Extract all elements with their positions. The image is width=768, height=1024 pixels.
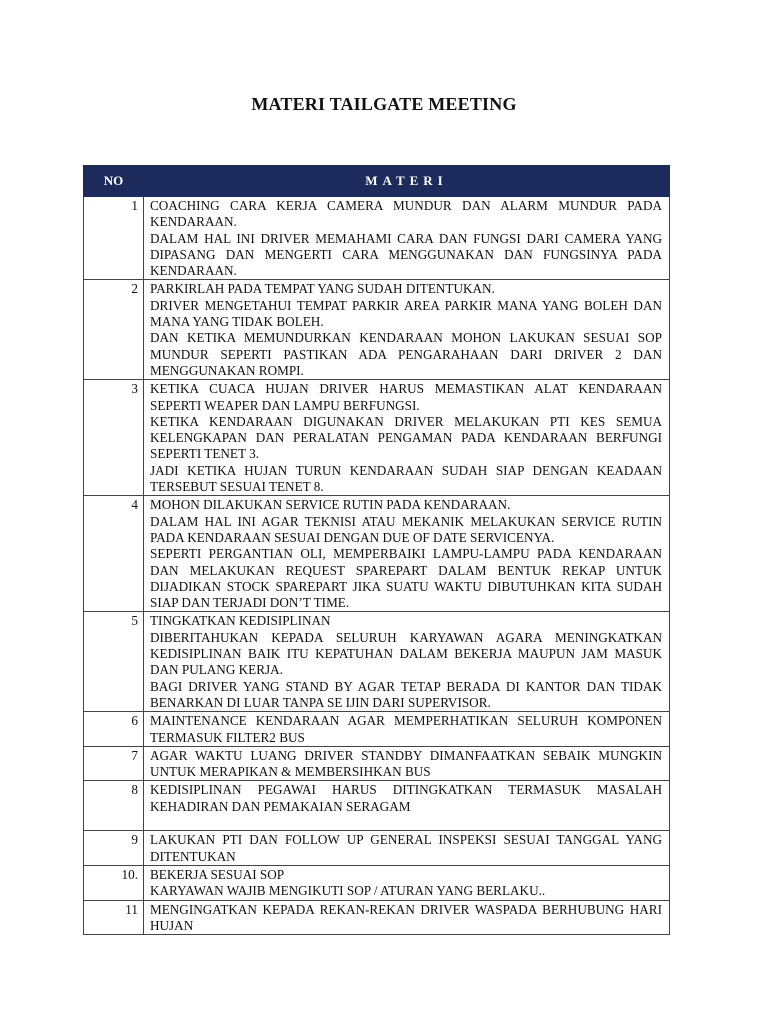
table-row	[84, 380, 670, 496]
row-number: 10.	[84, 865, 144, 900]
table-row	[84, 612, 670, 712]
row-materi	[144, 712, 670, 747]
row-materi	[144, 197, 670, 280]
materi-line: DRIVER MENGETAHUI TEMPAT PARKIR AREA PARKIR MANA YANG BOLEH DAN MANA YANG TIDAK BOLEH.	[150, 297, 662, 330]
materi-line: KARYAWAN WAJIB MENGIKUTI SOP / ATURAN YANG BERLAKU..	[150, 883, 546, 899]
materi-line: MAINTENANCE KENDARAAN AGAR MEMPERHATIKAN SELURUH KOMPONEN TERMASUK FILTER2 BUS	[150, 713, 662, 745]
row-number: 4	[84, 496, 144, 612]
row-number: 3	[84, 380, 144, 496]
materi-line: LAKUKAN PTI DAN FOLLOW UP GENERAL INSPEKSI SESUAI TANGGAL YANG DITENTUKAN	[150, 832, 662, 864]
row-number: 11	[84, 900, 144, 935]
row-number: 9	[84, 831, 144, 866]
materi-line: BEKERJA SESUAI SOP	[150, 866, 285, 882]
table-row	[84, 280, 670, 380]
table-row	[84, 746, 670, 781]
row-number: 6	[84, 712, 144, 747]
row-materi	[144, 612, 670, 712]
materi-line: DALAM HAL INI DRIVER MEMAHAMI CARA DAN FUNGSI DARI CAMERA YANG DIPASANG DAN MENGERTI CARA MENGGUNAKAN DAN FUNGSINYA PADA KENDARAAN.	[150, 230, 662, 279]
materi-line: KETIKA KENDARAAN DIGUNAKAN DRIVER MELAKUKAN PTI KES SEMUA KELENGKAPAN DAN PERALATAN PENGAMAN PADA KENDARAAN BERFUNGI SEPERTI TENET 3.	[150, 413, 662, 462]
header-materi: MATERI	[144, 166, 670, 197]
row-materi	[144, 781, 670, 831]
materi-table	[83, 165, 670, 935]
materi-line: KETIKA CUACA HUJAN DRIVER HARUS MEMASTIKAN ALAT KENDARAAN SEPERTI WEAPER DAN LAMPU BERFUNGSI.	[150, 381, 662, 413]
row-materi	[144, 380, 670, 496]
materi-line: PARKIRLAH PADA TEMPAT YANG SUDAH DITENTUKAN.	[150, 281, 495, 297]
row-materi	[144, 496, 670, 612]
row-materi	[144, 865, 670, 900]
materi-line: KEDISIPLINAN PEGAWAI HARUS DITINGKATKAN TERMASUK MASALAH KEHADIRAN DAN PEMAKAIAN SERAGAM	[150, 782, 662, 814]
materi-line: SEPERTI PERGANTIAN OLI, MEMPERBAIKI LAMPU-LAMPU PADA KENDARAAN DAN MELAKUKAN REQUEST SPAREPART DALAM BENTUK REKAP UNTUK DIJADIKAN STOCK SPAREPART JIKA SUATU WAKTU DIBUTUHKAN KITA SUDAH SIAP DAN TERJADI DON’T TIME.	[150, 546, 662, 611]
row-number: 1	[84, 197, 144, 280]
row-materi	[144, 900, 670, 935]
materi-line: MOHON DILAKUKAN SERVICE RUTIN PADA KENDARAAN.	[150, 497, 511, 513]
table-row	[84, 900, 670, 935]
row-number: 7	[84, 746, 144, 781]
table-header	[84, 166, 670, 197]
header-row	[84, 166, 670, 197]
row-number: 5	[84, 612, 144, 712]
row-number: 2	[84, 280, 144, 380]
header-no: NO	[84, 166, 144, 197]
materi-line: DAN KETIKA MEMUNDURKAN KENDARAAN MOHON LAKUKAN SESUAI SOP MUNDUR SEPERTI PASTIKAN ADA PENGARAHAAN DARI DRIVER 2 DAN MENGGUNAKAN ROMPI.	[150, 330, 662, 378]
materi-line: DIBERITAHUKAN KEPADA SELURUH KARYAWAN AGARA MENINGKATKAN KEDISIPLINAN BAIK ITU KEPATUHAN DALAM BEKERJA MAUPUN JAM MASUK DAN PULANG KERJA.	[150, 629, 662, 678]
document-title: MATERI TAILGATE MEETING	[251, 94, 517, 114]
table-row	[84, 781, 670, 831]
materi-line: DALAM HAL INI AGAR TEKNISI ATAU MEKANIK MELAKUKAN SERVICE RUTIN PADA KENDARAAN SESUAI DENGAN DUE OF DATE SERVICENYA.	[150, 513, 662, 545]
materi-line: MENGINGATKAN KEPADA REKAN-REKAN DRIVER WASPADA BERHUBUNG HARI HUJAN	[150, 901, 662, 933]
table-row	[84, 496, 670, 612]
materi-line: AGAR WAKTU LUANG DRIVER STANDBY DIMANFAATKAN SEBAIK MUNGKIN UNTUK MERAPIKAN & MEMBERSIHKAN BUS	[150, 747, 662, 780]
row-materi	[144, 280, 670, 380]
table-row	[84, 831, 670, 866]
row-number: 8	[84, 781, 144, 831]
row-materi	[144, 831, 670, 866]
table-row	[84, 865, 670, 900]
materi-line: COACHING CARA KERJA CAMERA MUNDUR DAN ALARM MUNDUR PADA KENDARAAN.	[150, 198, 662, 230]
materi-line: JADI KETIKA HUJAN TURUN KENDARAAN SUDAH SIAP DENGAN KEADAAN TERSEBUT SESUAI TENET 8.	[150, 462, 662, 495]
materi-line: TINGKATKAN KEDISIPLINAN	[150, 613, 331, 629]
table-row	[84, 712, 670, 747]
materi-line: BAGI DRIVER YANG STAND BY AGAR TETAP BERADA DI KANTOR DAN TIDAK BENARKAN DI LUAR TANPA SE IJIN DARI SUPERVISOR.	[150, 678, 662, 710]
table-body	[84, 197, 670, 935]
row-materi	[144, 746, 670, 781]
table-row	[84, 197, 670, 280]
